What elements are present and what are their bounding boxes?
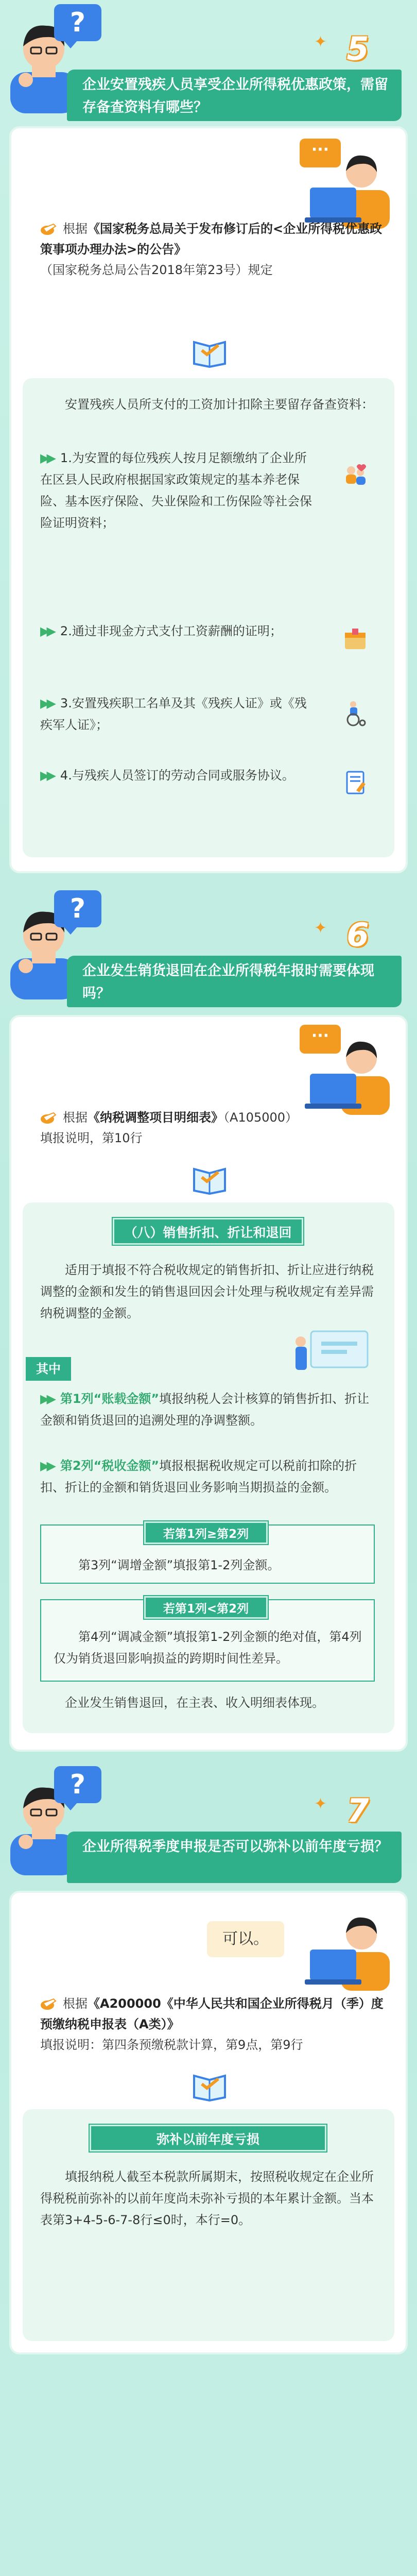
wheelchair-icon	[342, 700, 369, 727]
question-text: 企业所得税季度申报是否可以弥补以前年度亏损？	[67, 1832, 402, 1883]
content-panel-5	[23, 378, 394, 857]
laptop-person-icon	[305, 1913, 397, 1991]
answer-card-6	[9, 1015, 408, 1752]
list-item: ▶▶ 2.通过非现金方式支付工资薪酬的证明；	[40, 624, 282, 638]
question-mark-bubble: ?	[54, 4, 101, 41]
sparkle-icon: ✦	[314, 919, 327, 937]
laptop-person-icon	[305, 151, 397, 229]
column-1-explanation: ▶▶ 第1列“账载金额”填报纳税人会计核算的销售折扣、折让金额和销货退回的追溯处理的净调整额。	[40, 1392, 370, 1428]
double-arrow-icon: ▶▶	[40, 696, 53, 710]
condition-text: 第3列“调增金额”填报第1-2列金额。	[78, 1558, 280, 1572]
double-arrow-icon: ▶▶	[40, 1392, 53, 1406]
tag-label: 其中	[26, 1357, 71, 1381]
ref-title: 《A200000《中华人民共和国企业所得税月（季）度预缴纳税申报表（A类）》	[40, 1996, 384, 2031]
condition-title: 若第1列<第2列	[144, 1596, 268, 1619]
book-icon	[192, 1164, 228, 1195]
section-banner: （八）销售折扣、折让和退回	[113, 1218, 303, 1245]
people-health-icon	[342, 463, 369, 490]
book-icon	[192, 2071, 228, 2102]
intro-text: 适用于填报不符合税收规定的销售折扣、折让应进行纳税调整的金额和发生的销售退回因会计处理与税收规定有差异需纳税调整的金额。	[40, 1263, 374, 1320]
answer-card-7	[9, 1891, 408, 2354]
pen-icon	[40, 1998, 58, 2010]
question-header-7	[0, 1762, 417, 1886]
ref-suffix: 填报说明，第10行	[40, 1131, 143, 1145]
list-item: ▶▶ 1.为安置的每位残疾人按月足额缴纳了企业所在区县人民政府根据国家政策规定的基本养老保险、基本医疗保险、失业保险和工伤保险等社会保险证明资料；	[40, 451, 312, 530]
question-header-5	[0, 0, 417, 124]
double-arrow-icon: ▶▶	[40, 1459, 53, 1473]
question-header-6	[0, 886, 417, 1010]
ref-code: （A105000）	[223, 1110, 298, 1125]
contract-document-icon	[342, 770, 369, 796]
double-arrow-icon: ▶▶	[40, 451, 53, 465]
laptop-person-icon	[305, 1038, 397, 1115]
conclusion-text: 企业发生销售退回，在主表、收入明细表体现。	[65, 1696, 324, 1710]
question-text: 企业发生销货退回在企业所得税年报时需要体现吗？	[67, 956, 402, 1007]
column-2-explanation: ▶▶ 第2列“税收金额”填报根据税收规定可以税前扣除的折扣、折让的金额和销货退回业务影响当期损益的金额。	[40, 1459, 357, 1495]
pen-icon	[40, 223, 58, 235]
policy-reference	[40, 1107, 390, 1148]
ref-prefix: 根据	[63, 1110, 88, 1125]
section-banner: 弥补以前年度亏损	[90, 2125, 326, 2151]
question-number: 5	[346, 30, 369, 67]
ref-prefix: 根据	[63, 222, 88, 236]
policy-reference	[40, 218, 390, 280]
list-item: ▶▶ 3.安置残疾职工名单及其《残疾人证》或《残疾军人证》；	[40, 696, 307, 732]
speech-dots-icon: ···	[300, 139, 341, 167]
question-mark-bubble: ?	[54, 1766, 101, 1803]
list-item: ▶▶ 4.与残疾人员签订的劳动合同或服务协议。	[40, 768, 294, 783]
question-text: 企业安置残疾人员享受企业所得税优惠政策，需留存备查资料有哪些？	[67, 70, 402, 121]
condition-box-1	[40, 1524, 375, 1584]
content-panel-7	[23, 2109, 394, 2341]
book-icon	[192, 337, 228, 368]
ref-suffix: （国家税务总局公告2018年第23号）规定	[40, 263, 273, 277]
sparkle-icon: ✦	[314, 33, 327, 51]
pen-icon	[40, 1112, 58, 1124]
payment-box-icon	[342, 625, 369, 652]
content-panel-6	[23, 1202, 394, 1733]
question-mark-bubble: ?	[54, 890, 101, 927]
office-illustration-icon	[290, 1326, 383, 1378]
ref-suffix: 填报说明：第四条预缴税款计算，第9点，第9行	[40, 2038, 303, 2052]
answer-card-5	[9, 126, 408, 873]
sparkle-icon: ✦	[314, 1795, 327, 1813]
ref-prefix: 根据	[63, 1996, 88, 2011]
explanation-text: 填报纳税人截至本税款所属期末，按照税收规定在企业所得税税前弥补的以前年度尚未弥补亏损的本年累计金额。当本表第3+4-5-6-7-8行≤0时，本行=0。	[40, 2170, 374, 2227]
speech-dots-icon: ···	[300, 1025, 341, 1054]
question-number: 7	[346, 1792, 369, 1829]
intro-text: 安置残疾人员所支付的工资加计扣除主要留存备查资料：	[65, 397, 374, 412]
question-number: 6	[346, 916, 369, 954]
condition-box-2	[40, 1599, 375, 1682]
answer-bubble: 可以。	[207, 1921, 284, 1957]
condition-title: 若第1列≥第2列	[144, 1521, 268, 1544]
double-arrow-icon: ▶▶	[40, 768, 53, 783]
ref-title: 《国家税务总局关于发布修订后的<企业所得税优惠政策事项办理办法>的公告》	[40, 222, 383, 257]
double-arrow-icon: ▶▶	[40, 624, 53, 638]
ref-title: 《纳税调整项目明细表》	[88, 1110, 223, 1125]
policy-reference	[40, 1993, 395, 2055]
condition-text: 第4列“调减金额”填报第1-2列金额的绝对值，第4列仅为销货退回影响损益的跨期时间性差异。	[54, 1630, 362, 1666]
